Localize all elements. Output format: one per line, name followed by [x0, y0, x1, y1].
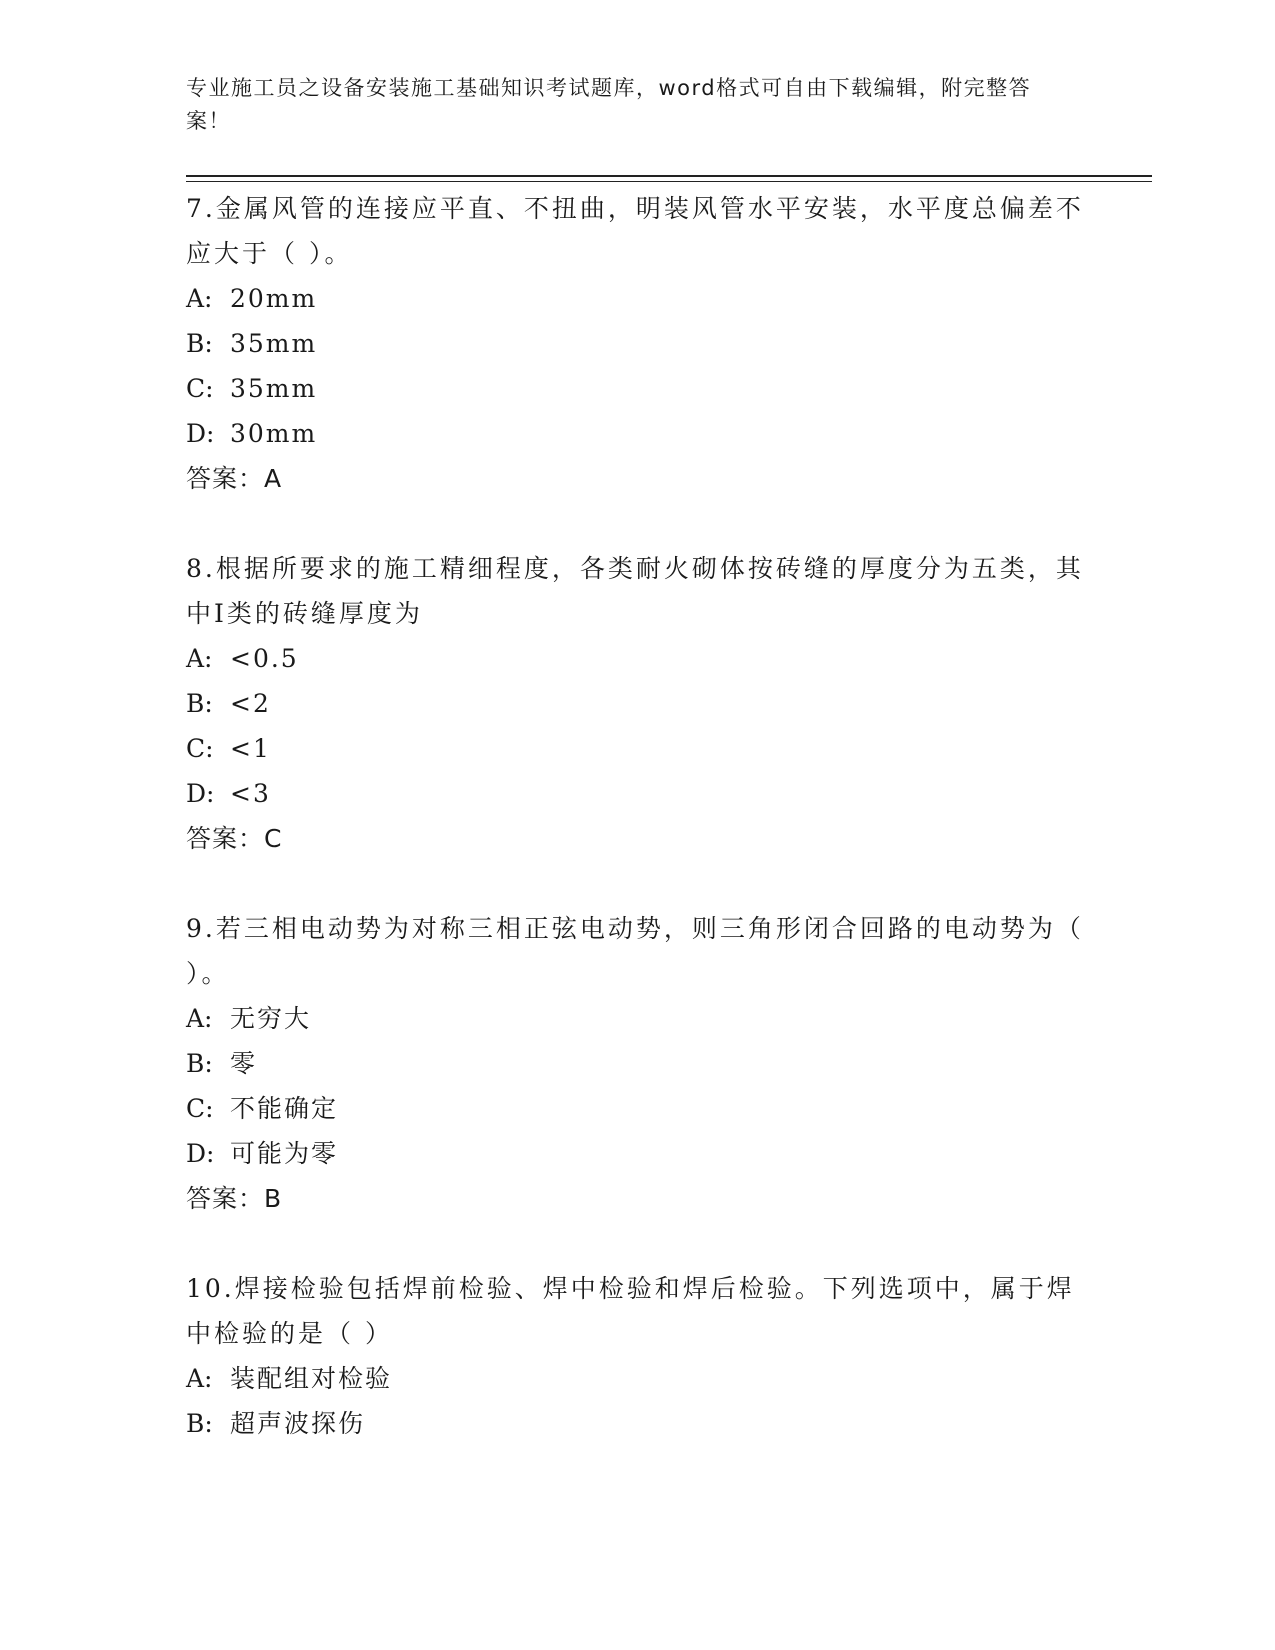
- option-text: 35mm: [230, 374, 318, 403]
- option-b: [186, 1041, 1086, 1086]
- option-label: B:: [186, 329, 213, 358]
- header-divider-thin: [186, 181, 1152, 182]
- question-list: [186, 186, 1086, 1491]
- option-label: B:: [186, 1049, 213, 1078]
- header-divider-thick: [186, 175, 1152, 177]
- option-label: C:: [186, 374, 214, 403]
- option-d: [186, 1131, 1086, 1176]
- option-text: 超声波探伤: [230, 1409, 366, 1438]
- answer-line: 答案：C: [186, 824, 283, 853]
- option-label: D:: [186, 779, 215, 808]
- option-text: 20mm: [230, 284, 318, 313]
- option-label: B:: [186, 689, 213, 718]
- option-label: A:: [186, 1004, 213, 1033]
- option-label: A:: [186, 644, 213, 673]
- option-text: 30mm: [230, 419, 318, 448]
- option-text: 无穷大: [230, 1004, 312, 1033]
- option-c: [186, 1086, 1086, 1131]
- option-label: D:: [186, 419, 215, 448]
- option-c: [186, 726, 1086, 771]
- option-text: 可能为零: [230, 1139, 339, 1168]
- option-label: A:: [186, 284, 213, 313]
- option-text: 装配组对检验: [230, 1364, 393, 1393]
- option-a: [186, 996, 1086, 1041]
- question-text: 9.若三相电动势为对称三相正弦电动势，则三角形闭合回路的电动势为（ ）。: [186, 914, 1084, 988]
- question-10: [186, 1266, 1086, 1446]
- option-b: [186, 681, 1086, 726]
- question-text: 8.根据所要求的施工精细程度，各类耐火砌体按砖缝的厚度分为五类，其中Ⅰ类的砖缝厚度为: [186, 554, 1084, 628]
- option-label: C:: [186, 1094, 214, 1123]
- option-text: <2: [230, 689, 271, 718]
- option-label: B:: [186, 1409, 213, 1438]
- question-text: 7.金属风管的连接应平直、不扭曲，明装风管水平安装，水平度总偏差不应大于（ ）。: [186, 194, 1084, 268]
- option-c: [186, 366, 1086, 411]
- answer-line: 答案：B: [186, 1184, 283, 1213]
- question-9: [186, 906, 1086, 1221]
- option-label: A:: [186, 1364, 213, 1393]
- answer-line: 答案：A: [186, 464, 283, 493]
- option-label: C:: [186, 734, 214, 763]
- option-label: D:: [186, 1139, 215, 1168]
- option-d: [186, 411, 1086, 456]
- option-a: [186, 636, 1086, 681]
- option-text: 35mm: [230, 329, 318, 358]
- option-d: [186, 771, 1086, 816]
- option-text: 零: [230, 1049, 258, 1078]
- option-b: [186, 1401, 1086, 1446]
- question-7: [186, 186, 1086, 501]
- option-a: [186, 276, 1086, 321]
- option-text: <1: [230, 734, 271, 763]
- option-text: <3: [230, 779, 271, 808]
- option-text: 不能确定: [230, 1094, 339, 1123]
- option-a: [186, 1356, 1086, 1401]
- option-b: [186, 321, 1086, 366]
- question-8: [186, 546, 1086, 861]
- question-text: 10.焊接检验包括焊前检验、焊中检验和焊后检验。下列选项中，属于焊中检验的是（ ）: [186, 1274, 1075, 1348]
- option-text: <0.5: [230, 644, 299, 673]
- document-header: 专业施工员之设备安装施工基础知识考试题库，word格式可自由下载编辑，附完整答案！: [186, 76, 1032, 133]
